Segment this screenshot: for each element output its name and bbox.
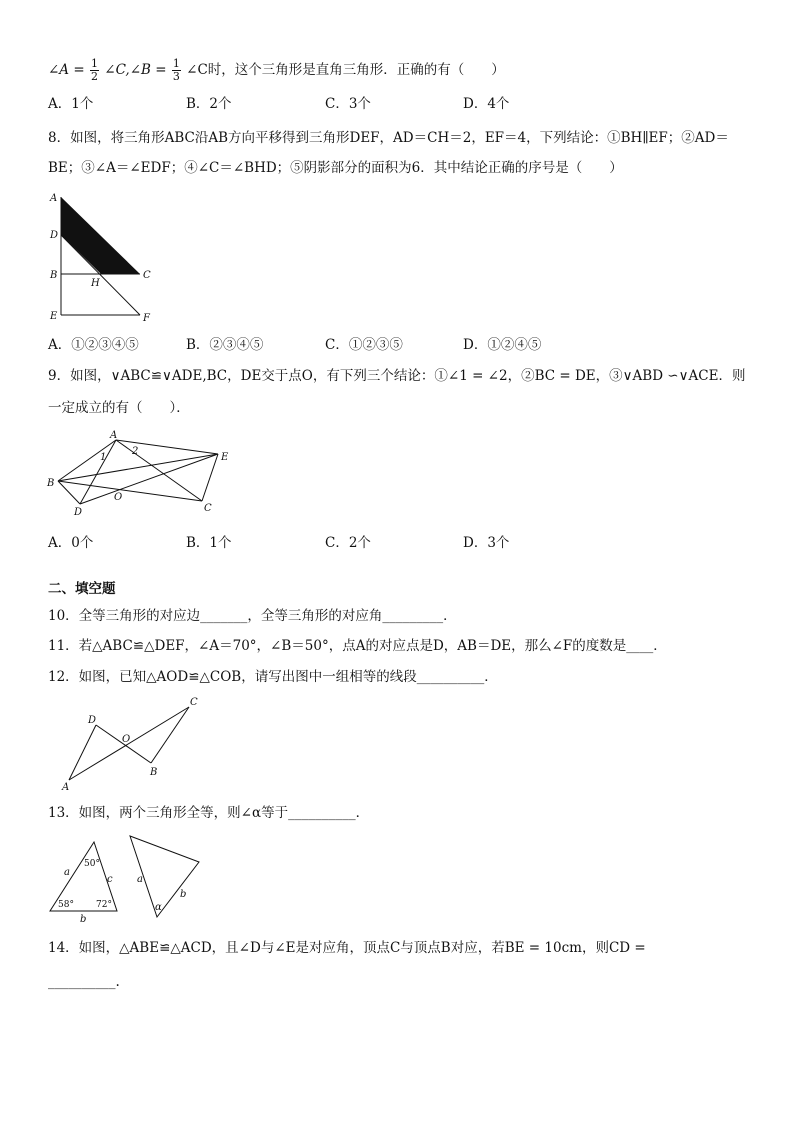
section-title-fill-in: 二、填空题 bbox=[48, 581, 116, 597]
q9-angle-2: 2 bbox=[132, 446, 139, 457]
q13-label-alpha: α bbox=[155, 902, 162, 913]
q7-option-d[interactable]: D．4个 bbox=[463, 96, 510, 112]
q12-stem: 12．如图，已知△AOD≌△COB，请写出图中一组相等的线段__________． bbox=[48, 669, 498, 685]
q13-stem: 13．如图，两个三角形全等，则∠α等于__________． bbox=[48, 805, 370, 821]
q9-label-o: O bbox=[114, 492, 123, 503]
q7-option-c[interactable]: C．3个 bbox=[325, 96, 371, 112]
q9-figure bbox=[44, 428, 244, 518]
q9-label-d: D bbox=[74, 507, 83, 518]
q7-option-b[interactable]: B．2个 bbox=[186, 96, 232, 112]
q14-stem-line1: 14．如图，△ABE≌△ACD，且∠D与∠E是对应角，顶点C与顶点B对应，若BE = 10cm，则CD = bbox=[48, 940, 646, 956]
q11-stem: 11．若△ABC≌△DEF，∠A＝70°，∠B＝50°，点A的对应点是D，AB＝DE，那么∠F的度数是____． bbox=[48, 638, 667, 654]
q8-option-a[interactable]: A．①②③④⑤ bbox=[48, 337, 139, 353]
q13-figure bbox=[44, 832, 214, 925]
q13-angle-58: 58° bbox=[58, 900, 74, 910]
q13-label-a-right: a bbox=[137, 874, 143, 885]
q8-label-d: D bbox=[50, 230, 59, 241]
q9-label-e: E bbox=[221, 452, 229, 463]
q12-label-a: A bbox=[62, 782, 70, 793]
q7-expr-c: ∠C时，这个三角形是直角三角形．正确的有（ ） bbox=[186, 62, 505, 78]
q8-label-b: B bbox=[50, 270, 58, 281]
q9-option-b[interactable]: B．1个 bbox=[186, 535, 232, 551]
q8-figure bbox=[44, 190, 184, 330]
q8-label-c: C bbox=[143, 270, 151, 281]
q9-label-a: A bbox=[110, 430, 118, 441]
q13-label-a-left: a bbox=[64, 867, 70, 878]
q13-label-b-left: b bbox=[80, 914, 87, 925]
q7-expr-b: ∠C,∠B = bbox=[104, 62, 167, 78]
q7-fraction-1: $\frac{1}{2}$ bbox=[90, 57, 98, 83]
q7-option-a[interactable]: A．1个 bbox=[48, 96, 94, 112]
q13-angle-72: 72° bbox=[96, 900, 112, 910]
q13-label-b-right: b bbox=[180, 889, 187, 900]
q8-label-h: H bbox=[91, 278, 100, 289]
q9-option-a[interactable]: A．0个 bbox=[48, 535, 94, 551]
q8-stem-line2: BE；③∠A＝∠EDF；④∠C＝∠BHD；⑤阴影部分的面积为6．其中结论正确的序号是（ ） bbox=[48, 160, 623, 176]
q8-stem-line1: 8．如图，将三角形ABC沿AB方向平移得到三角形DEF，AD＝CH＝2，EF＝4，下列结论：①BH∥EF；②AD＝ bbox=[48, 130, 729, 146]
q12-label-o: O bbox=[122, 734, 131, 745]
q8-shaded-region bbox=[61, 197, 140, 274]
q13-angle-50: 50° bbox=[84, 859, 100, 869]
q8-option-b[interactable]: B．②③④⑤ bbox=[186, 337, 264, 353]
q12-label-b: B bbox=[150, 767, 158, 778]
q9-stem-line2: 一定成立的有（ ）． bbox=[48, 400, 190, 416]
q12-label-d: D bbox=[88, 715, 97, 726]
q13-label-c: c bbox=[107, 874, 113, 885]
q10-stem: 10．全等三角形的对应边_______，全等三角形的对应角_________． bbox=[48, 608, 457, 624]
q9-label-b: B bbox=[47, 478, 55, 489]
q8-label-e: E bbox=[50, 311, 58, 322]
q9-option-c[interactable]: C．2个 bbox=[325, 535, 371, 551]
q8-label-f: F bbox=[143, 313, 150, 324]
q9-option-d[interactable]: D．3个 bbox=[463, 535, 510, 551]
q7-continuation bbox=[48, 58, 505, 83]
q8-option-c[interactable]: C．①②③⑤ bbox=[325, 337, 403, 353]
q9-stem-line1: 9．如图，∨ABC≌∨ADE,BC，DE交于点O，有下列三个结论：①∠1 = ∠2，②BC = DE，③∨ABD ∽∨ACE．则 bbox=[48, 368, 746, 384]
q9-angle-1: 1 bbox=[100, 452, 107, 463]
q12-figure bbox=[56, 695, 216, 793]
q7-fraction-2: $\frac{1}{3}$ bbox=[172, 57, 180, 83]
q8-option-d[interactable]: D．①②④⑤ bbox=[463, 337, 542, 353]
q14-stem-line2: __________. bbox=[48, 974, 120, 990]
q7-expr-a: ∠A = bbox=[48, 62, 85, 78]
q9-label-c: C bbox=[204, 503, 212, 514]
q12-label-c: C bbox=[190, 697, 198, 708]
q8-label-a: A bbox=[50, 193, 58, 204]
